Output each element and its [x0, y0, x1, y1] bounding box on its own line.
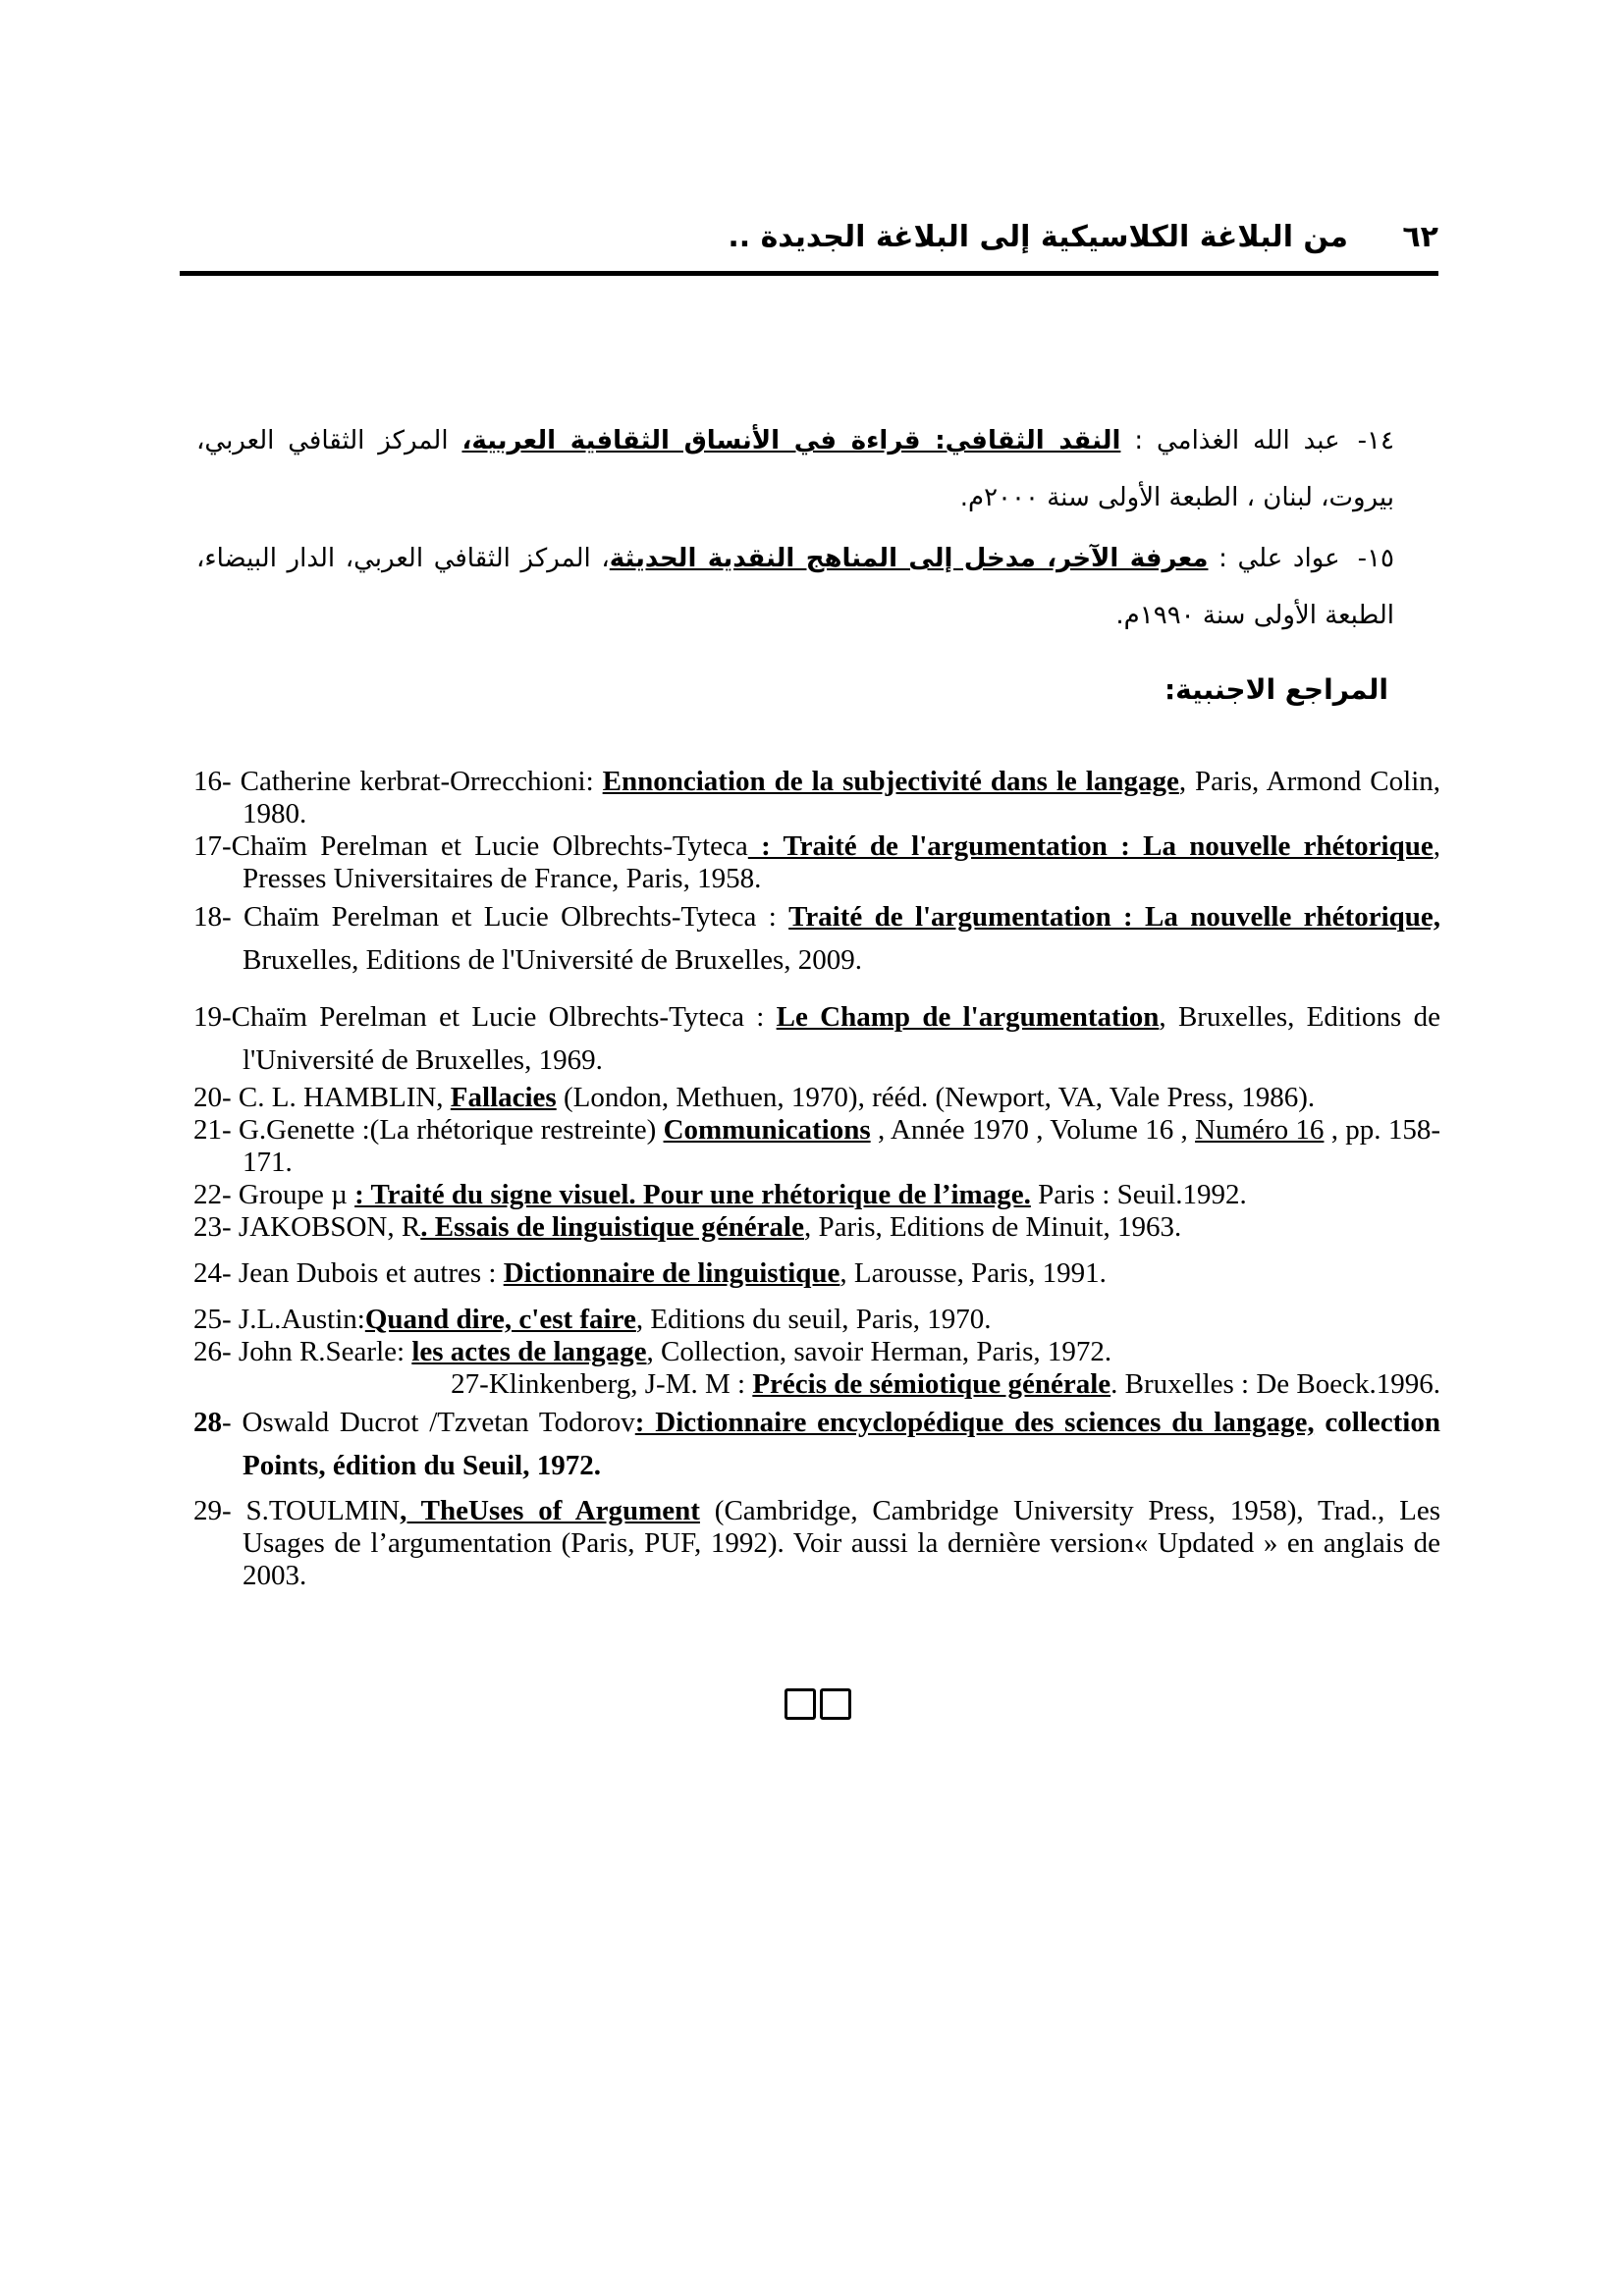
reference-title: . Essais de linguistique générale: [420, 1211, 804, 1243]
reference-publisher: ، المركز الثقافي العربي، الدار البيضاء، الطبعة الأولى سنة ١٩٩٠م.: [196, 544, 1394, 630]
reference-item: [193, 895, 1440, 982]
reference-publisher: , Bruxelles, Editions de l'Université de Bruxelles, 1969.: [243, 1001, 1441, 1076]
arabic-references: [196, 412, 1394, 648]
reference-title: Ennonciation de la subjectivité dans le langage: [602, 766, 1179, 797]
reference-title: Le Champ de l'argumentation: [776, 1001, 1160, 1033]
reference-title: Communications: [663, 1114, 871, 1146]
reference-item: [193, 1114, 1440, 1179]
running-title: من البلاغة الكلاسيكية إلى البلاغة الجديدة ..: [728, 220, 1348, 254]
reference-author: 21- G.Genette :(La rhétorique restreinte): [193, 1114, 664, 1146]
reference-item: [193, 1257, 1440, 1290]
reference-publisher: , Larousse, Paris, 1991.: [839, 1257, 1107, 1289]
reference-number: 28: [193, 1407, 222, 1438]
reference-author: 22- Groupe µ: [193, 1179, 355, 1210]
foreign-references: [193, 766, 1440, 1592]
reference-author: 19-Chaïm Perelman et Lucie Olbrechts-Tyteca :: [193, 1001, 777, 1033]
reference-publisher: , Collection, savoir Herman, Paris, 1972.: [646, 1336, 1112, 1367]
reference-title: : Traité de l'argumentation : La nouvelle rhétorique: [747, 830, 1434, 862]
reference-publisher: المركز الثقافي العربي، بيروت، لبنان ، الطبعة الأولى سنة ٢٠٠٠م.: [196, 426, 1394, 512]
reference-item: [193, 1082, 1440, 1114]
reference-pages: , pp. 158-171.: [243, 1114, 1440, 1178]
reference-title: , TheUses of Argument: [400, 1495, 700, 1526]
reference-title: Fallacies: [450, 1082, 557, 1113]
reference-publisher: , Paris, Editions de Minuit, 1963.: [803, 1211, 1182, 1243]
reference-publisher: , Presses Universitaires de France, Paris, 1958.: [243, 830, 1440, 894]
reference-item: [193, 1211, 1440, 1244]
reference-author: 26- John R.Searle:: [193, 1336, 412, 1367]
reference-author: عبد الله الغذامي :: [1120, 426, 1340, 455]
square-icon: [785, 1688, 816, 1720]
reference-publisher: Bruxelles, Editions de l'Université de Bruxelles, 2009.: [243, 944, 863, 976]
reference-publisher: , Paris, Armond Colin, 1980.: [243, 766, 1441, 829]
reference-item: [193, 830, 1440, 895]
reference-item: [193, 1368, 1440, 1401]
reference-author: - Oswald Ducrot /Tzvetan Todorov: [222, 1407, 635, 1438]
reference-author: 17-Chaïm Perelman et Lucie Olbrechts-Tyteca: [193, 830, 748, 862]
reference-item: [193, 766, 1440, 830]
reference-item: [193, 995, 1440, 1082]
reference-item: [193, 1495, 1440, 1592]
reference-author: 20- C. L. HAMBLIN,: [193, 1082, 451, 1113]
reference-author: 29- S.TOULMIN: [193, 1495, 401, 1526]
page-header: [180, 214, 1438, 273]
reference-publisher: (Cambridge, Cambridge University Press, 1958), Trad., Les Usages de l’argumentation (Paris, PUF, 1992). Voir aussi la dernière version« Updated » en anglais de 2003.: [243, 1495, 1440, 1591]
reference-publisher: (London, Methuen, 1970), rééd. (Newport, VA, Vale Press, 1986).: [556, 1082, 1316, 1113]
reference-item: [193, 1401, 1440, 1487]
reference-title: Traité de l'argumentation : La nouvelle rhétorique,: [788, 901, 1441, 933]
reference-title: : Traité du signe visuel. Pour une rhétorique de l’image.: [354, 1179, 1031, 1210]
reference-publisher: , Editions du seuil, Paris, 1970.: [635, 1304, 992, 1335]
reference-author: 18- Chaïm Perelman et Lucie Olbrechts-Tyteca :: [193, 901, 789, 933]
reference-publisher: Paris : Seuil.1992.: [1030, 1179, 1247, 1210]
square-icon: [820, 1688, 851, 1720]
reference-author: 27-Klinkenberg, J-M. M :: [451, 1368, 753, 1400]
reference-title: Précis de sémiotique générale: [752, 1368, 1111, 1400]
reference-number: ١٥-: [1357, 544, 1394, 573]
reference-title: : Dictionnaire encyclopédique des sciences du langage,: [634, 1407, 1315, 1438]
reference-item: [193, 1179, 1440, 1211]
reference-author: 16- Catherine kerbrat-Orrecchioni:: [193, 766, 603, 797]
reference-item: [196, 530, 1394, 644]
reference-title: معرفة الآخر، مدخل إلى المناهج النقدية الحديثة: [609, 544, 1209, 573]
reference-item: [193, 1336, 1440, 1368]
reference-title: النقد الثقافي: قراءة في الأنساق الثقافية العربية،: [461, 426, 1121, 455]
reference-author: 24- Jean Dubois et autres :: [193, 1257, 504, 1289]
reference-title: Dictionnaire de linguistique: [503, 1257, 840, 1289]
reference-title: Quand dire, c'est faire: [364, 1304, 636, 1335]
reference-publisher: . Bruxelles : De Boeck.1996.: [1110, 1368, 1440, 1400]
reference-author: 23- JAKOBSON, R: [193, 1211, 421, 1243]
reference-number: ١٤-: [1357, 426, 1394, 455]
page-number: ٦٢: [1402, 220, 1438, 254]
end-mark-squares-icon: [785, 1688, 853, 1718]
reference-title: les actes de langage: [411, 1336, 647, 1367]
foreign-references-heading: المراجع الاجنبية:: [1164, 673, 1388, 706]
reference-publisher: , Année 1970 , Volume 16 ,: [870, 1114, 1196, 1146]
issue-number: Numéro 16: [1195, 1114, 1325, 1146]
reference-item: [193, 1304, 1440, 1336]
header-rule: [180, 271, 1438, 276]
reference-author: عواد علي :: [1208, 544, 1340, 573]
reference-publisher: collection Points, édition du Seuil, 1972.: [243, 1407, 1440, 1481]
reference-item: [196, 412, 1394, 526]
reference-author: 25- J.L.Austin:: [193, 1304, 365, 1335]
